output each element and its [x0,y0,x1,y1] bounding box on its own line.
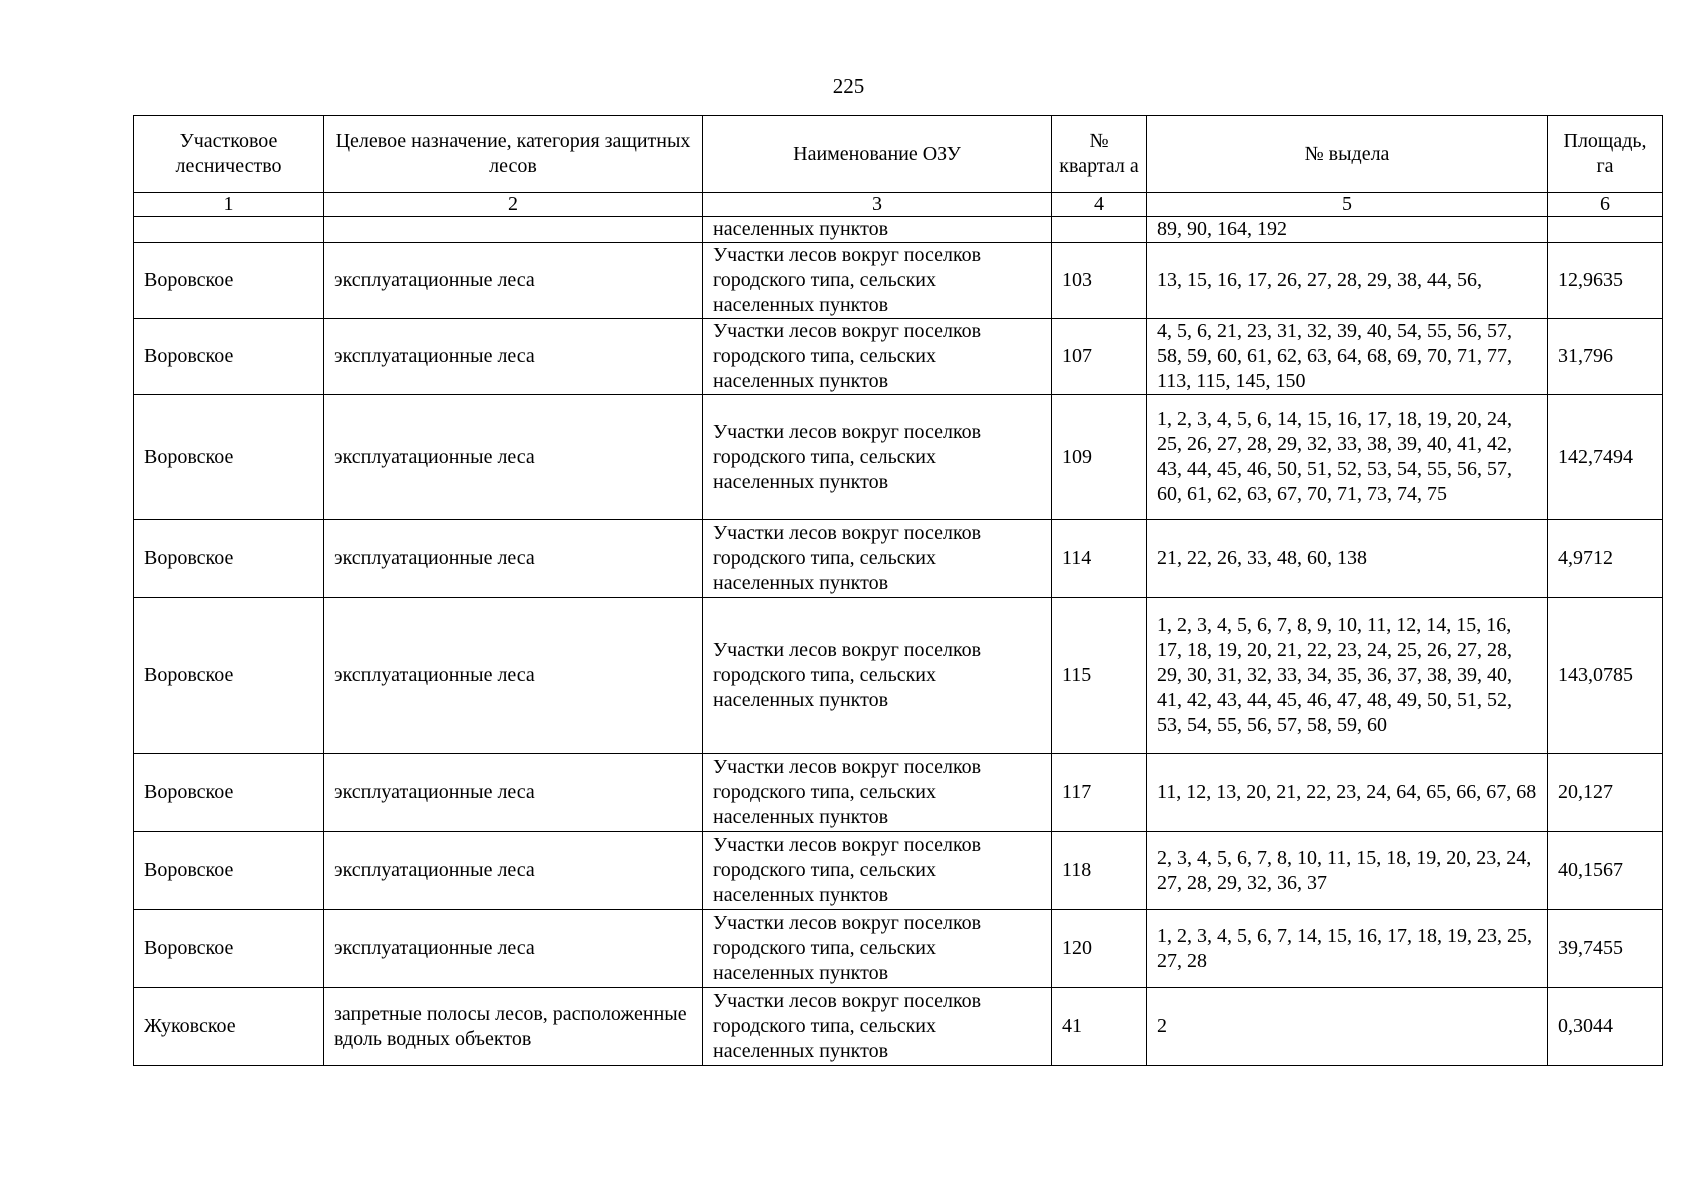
cell-area: 142,7494 [1548,395,1663,520]
cell-category: эксплуатационные леса [324,243,703,319]
cell-lesnichestvo [134,217,324,243]
cell-ozu-name: Участки лесов вокруг поселков городского типа, сельских населенных пунктов [703,319,1052,395]
header-ozu-name: Наименование ОЗУ [703,116,1052,193]
cell-category: эксплуатационные леса [324,910,703,988]
table-header-row [134,116,1663,193]
table-row [134,754,1663,832]
column-number: 6 [1548,193,1663,217]
table-row [134,319,1663,395]
cell-kvartal: 107 [1052,319,1147,395]
cell-kvartal: 114 [1052,520,1147,598]
cell-kvartal: 117 [1052,754,1147,832]
cell-ozu-name: Участки лесов вокруг поселков городского типа, сельских населенных пунктов [703,832,1052,910]
cell-area: 31,796 [1548,319,1663,395]
cell-area: 0,3044 [1548,988,1663,1066]
cell-lesnichestvo: Воровское [134,754,324,832]
column-number: 3 [703,193,1052,217]
cell-category: эксплуатационные леса [324,754,703,832]
cell-vydel: 1, 2, 3, 4, 5, 6, 7, 8, 9, 10, 11, 12, 14, 15, 16, 17, 18, 19, 20, 21, 22, 23, 24, 25, 26, 27, 28, 29, 30, 31, 32, 33, 34, 35, 36, 37, 38, 39, 40, 41, 42, 43, 44, 45, 46, 47, 48, 49, 50, 51, 52, 53, 54, 55, 56, 57, 58, 59, 60 [1147,598,1548,754]
cell-lesnichestvo: Воровское [134,520,324,598]
cell-category: запретные полосы лесов, расположенные вдоль водных объектов [324,988,703,1066]
cell-lesnichestvo: Воровское [134,395,324,520]
cell-kvartal: 41 [1052,988,1147,1066]
page-number: 225 [832,74,865,98]
cell-vydel: 11, 12, 13, 20, 21, 22, 23, 24, 64, 65, 66, 67, 68 [1147,754,1548,832]
cell-vydel: 2 [1147,988,1548,1066]
cell-kvartal: 103 [1052,243,1147,319]
cell-lesnichestvo: Воровское [134,910,324,988]
cell-lesnichestvo: Жуковское [134,988,324,1066]
cell-vydel: 21, 22, 26, 33, 48, 60, 138 [1147,520,1548,598]
column-number: 2 [324,193,703,217]
cell-lesnichestvo: Воровское [134,832,324,910]
cell-ozu-name: Участки лесов вокруг поселков городского типа, сельских населенных пунктов [703,910,1052,988]
cell-kvartal: 120 [1052,910,1147,988]
cell-ozu-name: Участки лесов вокруг поселков городского типа, сельских населенных пунктов [703,598,1052,754]
cell-category: эксплуатационные леса [324,598,703,754]
cell-category: эксплуатационные леса [324,832,703,910]
header-area: Площадь, га [1548,116,1663,193]
cell-category [324,217,703,243]
cell-kvartal [1052,217,1147,243]
cell-area: 4,9712 [1548,520,1663,598]
column-number-row [134,193,1663,217]
column-number: 5 [1147,193,1548,217]
cell-category: эксплуатационные леса [324,520,703,598]
cell-category: эксплуатационные леса [324,395,703,520]
cell-ozu-name: Участки лесов вокруг поселков городского типа, сельских населенных пунктов [703,395,1052,520]
cell-kvartal: 109 [1052,395,1147,520]
table-row [134,832,1663,910]
continuation-row [134,217,1663,243]
cell-area: 40,1567 [1548,832,1663,910]
header-lesnichestvo: Участковое лесничество [134,116,324,193]
table-row [134,988,1663,1066]
cell-lesnichestvo: Воровское [134,319,324,395]
cell-vydel: 13, 15, 16, 17, 26, 27, 28, 29, 38, 44, 56, [1147,243,1548,319]
cell-area: 143,0785 [1548,598,1663,754]
cell-kvartal: 115 [1052,598,1147,754]
header-vydel: № выдела [1147,116,1548,193]
table-row [134,598,1663,754]
cell-area: 39,7455 [1548,910,1663,988]
cell-ozu-name: Участки лесов вокруг поселков городского типа, сельских населенных пунктов [703,988,1052,1066]
cell-vydel: 4, 5, 6, 21, 23, 31, 32, 39, 40, 54, 55, 56, 57, 58, 59, 60, 61, 62, 63, 64, 68, 69, 70, 71, 77, 113, 115, 145, 150 [1147,319,1548,395]
cell-ozu-name: населенных пунктов [703,217,1052,243]
table-row [134,243,1663,319]
cell-vydel: 2, 3, 4, 5, 6, 7, 8, 10, 11, 15, 18, 19, 20, 23, 24, 27, 28, 29, 32, 36, 37 [1147,832,1548,910]
cell-area [1548,217,1663,243]
cell-lesnichestvo: Воровское [134,598,324,754]
cell-vydel: 89, 90, 164, 192 [1147,217,1548,243]
cell-vydel: 1, 2, 3, 4, 5, 6, 7, 14, 15, 16, 17, 18, 19, 23, 25, 27, 28 [1147,910,1548,988]
column-number: 1 [134,193,324,217]
cell-lesnichestvo: Воровское [134,243,324,319]
header-category: Целевое назначение, категория защитных лесов [324,116,703,193]
table-row [134,910,1663,988]
cell-category: эксплуатационные леса [324,319,703,395]
cell-vydel: 1, 2, 3, 4, 5, 6, 14, 15, 16, 17, 18, 19, 20, 24, 25, 26, 27, 28, 29, 32, 33, 38, 39, 40, 41, 42, 43, 44, 45, 46, 50, 51, 52, 53, 54, 55, 56, 57, 60, 61, 62, 63, 67, 70, 71, 73, 74, 75 [1147,395,1548,520]
column-number: 4 [1052,193,1147,217]
table-row [134,520,1663,598]
cell-area: 12,9635 [1548,243,1663,319]
header-kvartal: № квартал а [1052,116,1147,193]
ozu-table [133,115,1663,1066]
cell-kvartal: 118 [1052,832,1147,910]
cell-ozu-name: Участки лесов вокруг поселков городского типа, сельских населенных пунктов [703,243,1052,319]
cell-ozu-name: Участки лесов вокруг поселков городского типа, сельских населенных пунктов [703,520,1052,598]
cell-area: 20,127 [1548,754,1663,832]
table-row [134,395,1663,520]
cell-ozu-name: Участки лесов вокруг поселков городского типа, сельских населенных пунктов [703,754,1052,832]
